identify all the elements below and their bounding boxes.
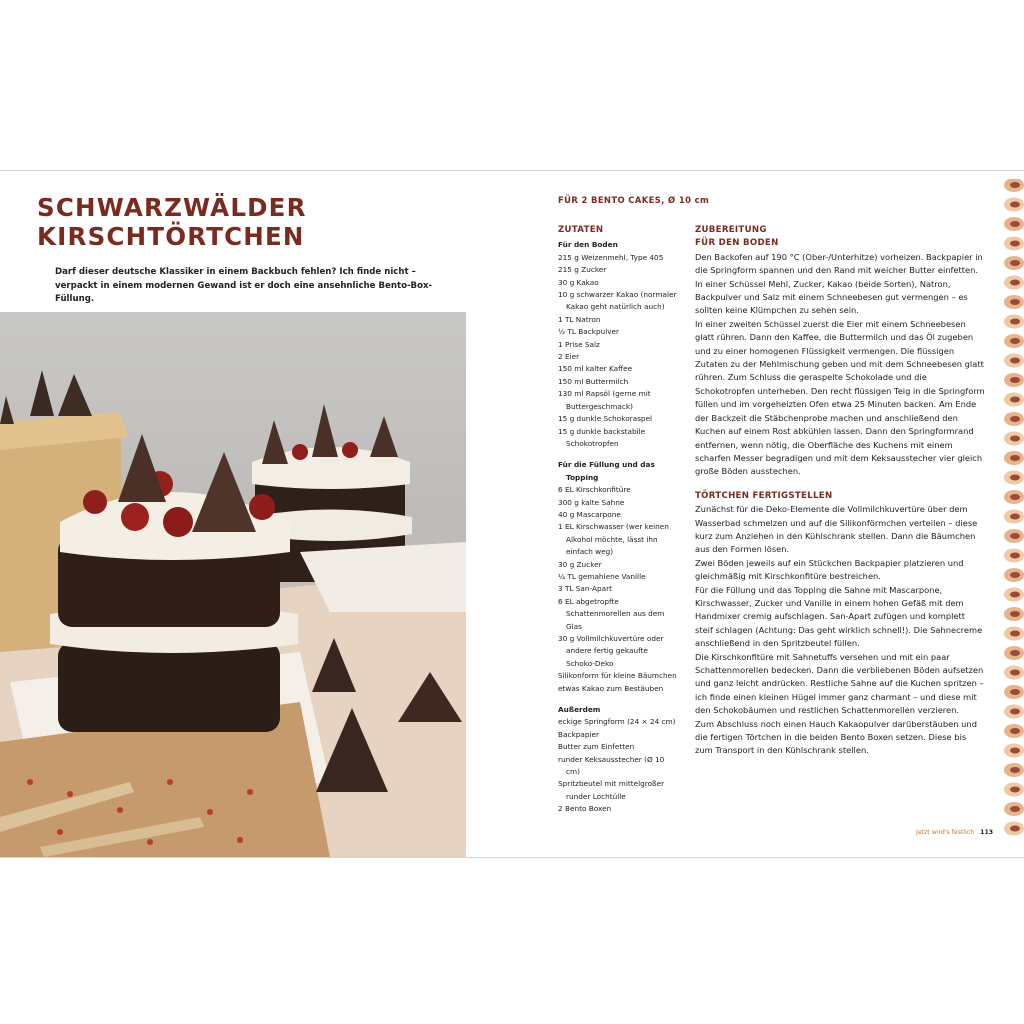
edge-tab-dot [1010,748,1020,754]
ingredient-item: etwas Kakao zum Bestäuben [558,683,664,693]
edge-tab-dot [1010,299,1020,305]
ingredient-item: Backpapier [558,729,599,739]
preparation-paragraph: Zunächst für die Deko-Elemente die Vollmilchkuvertüre über dem Wasserbad schmelzen und auf die Silikonförmchen verteilen – diese kurz zum Anziehen in den Kühlschrank stellen. Dann die Bäumchen aus den Formen lösen. [695,504,978,555]
page-number: 113 [980,829,994,836]
ingredient-item: Silikonform für kleine Bäumchen [558,671,677,681]
ingredients-column [558,224,678,816]
ingredient-item: 1 EL Kirschwasser (wer keinen Alkohol möchte, lässt ihn einfach weg) [558,522,669,557]
edge-tab-dot [1010,826,1020,832]
edge-tab-dot [1010,319,1020,325]
edge-tab-dot [1010,650,1020,656]
edge-tab-dot [1010,416,1020,422]
edge-tab-dot [1010,572,1020,578]
edge-tab-dot [1010,514,1020,520]
cake-photo [0,312,466,857]
page-edge-decoration [1000,179,1024,849]
ingredient-item: 40 g Mascarpone [558,509,621,519]
edge-tab-dot [1010,592,1020,598]
recipe-title [37,193,307,251]
edge-tab-dot [1010,455,1020,461]
ingredient-item: 30 g Kakao [558,277,599,287]
edge-tab-dot [1010,631,1020,637]
edge-tab-dot [1010,436,1020,442]
ingredient-item: 15 g dunkle Schokoraspel [558,414,653,424]
edge-tab-dot [1010,728,1020,734]
edge-tab-dot [1010,806,1020,812]
recipe-intro: Darf dieser deutsche Klassiker in einem Backbuch fehlen? Ich finde nicht – verpackt in einem modernen Gewand ist er doch eine ansehnliche Bento-Box-Füllung. [55,267,433,304]
edge-tab-dot [1010,338,1020,344]
ingredient-item: 130 ml Rapsöl (gerne mit Buttergeschmack) [558,389,651,411]
ingredient-group-title: Außerdem [558,705,601,715]
ingredient-item: 150 ml kalter Kaffee [558,364,633,374]
preparation-section-title: TÖRTCHEN FERTIGSTELLEN [695,490,833,501]
preparation-paragraph: Für die Füllung und das Topping die Sahne mit Mascarpone, Kirschwasser, Zucker und Vanille in einem hohen Gefäß mit dem Handmixer cremig aufschlagen. San-Apart zufügen und komplett steif schlagen (Achtung: Das geht wirklich schnell!). Die Sahnecreme anschließend in den Spritzbeutel füllen. [695,584,983,649]
edge-tab-dot [1010,397,1020,403]
edge-tab-dot [1010,377,1020,383]
ingredient-item: eckige Springform (24 × 24 cm) [558,717,676,727]
preparation-paragraph: Den Backofen auf 190 °C (Ober-/Unterhitze) vorheizen. Backpapier in die Springform spannen und den Rand mit weicher Butter einfetten. In einer Schüssel Mehl, Zucker, Kakao (beide Sorten), Natron, Backpulver und Salz mit einem Schneebesen gut vermengen – es sollten keine Klümpchen zu sehen sein. [695,251,983,316]
ingredient-item: Butter zum Einfetten [558,742,635,752]
ingredient-item: runder Keksausstecher (Ø 10 cm) [558,754,665,777]
edge-tab-dot [1010,475,1020,481]
cake-illustration [0,312,466,857]
ingredient-item: 30 g Vollmilchkuvertüre oder andere fertig gekaufte Schoko-Deko [558,634,664,668]
preparation-paragraph: Die Kirschkonfitüre mit Sahnetuffs versehen und mit ein paar Schattenmorellen bedecken. Dann die verbliebenen Böden aufsetzen und ganz leicht andrücken. Restliche Sahne auf die Kuchen spritzen – ich finde einen kleinen Hügel immer ganz charmant – und diese mit den Schokobäumen und restlichen Schattenmorellen verzieren. [695,651,984,716]
ingredient-item: 150 ml Buttermilch [558,376,629,386]
edge-tab-dot [1010,670,1020,676]
edge-tab-dot [1010,358,1020,364]
ingredient-item: 10 g schwarzer Kakao (normaler Kakao geht natürlich auch) [558,290,677,312]
preparation-paragraph: Zum Abschluss noch einen Hauch Kakaopulver darüberstäuben und die fertigen Törtchen in die beiden Bento Boxen setzen. Diese bis zum Transport in den Kühlschrank stellen. [695,718,977,756]
edge-tab-dot [1010,260,1020,266]
edge-tab-dot [1010,533,1020,539]
ingredient-item: 6 EL Kirschkonfitüre [558,485,631,495]
ingredient-item: ½ TL Backpulver [558,327,620,337]
edge-tab-dot [1010,202,1020,208]
ingredient-item: Spritzbeutel mit mittelgroßer runder Lochtülle [558,779,665,801]
edge-tab-dot [1010,787,1020,793]
ingredient-group-title: Für die Füllung und das Topping [558,460,655,482]
book-spread [0,170,1024,858]
ingredient-item: 2 Bento Boxen [558,804,612,814]
ingredient-item: 1 TL Natron [558,314,601,324]
edge-tab-dot [1010,494,1020,500]
preparation-paragraph: Zwei Böden jeweils auf ein Stückchen Backpapier platzieren und gleichmäßig mit Kirschkonfitüre bestreichen. [695,557,964,582]
ingredient-item: 1 Prise Salz [558,339,600,349]
edge-tab-dot [1010,767,1020,773]
edge-tab-dot [1010,709,1020,715]
servings-label: FÜR 2 BENTO CAKES, Ø 10 cm [558,195,710,205]
page-footer [916,829,993,836]
chapter-name: Jetzt wird's festlich [916,829,975,836]
ingredient-item: ¼ TL gemahlene Vanille [558,571,646,581]
preparation-column [695,224,985,758]
ingredient-item: 30 g Zucker [558,559,602,569]
edge-tab-dot [1010,689,1020,695]
edge-tab-dot [1010,221,1020,227]
ingredient-item: 6 EL abgetropfte Schattenmorellen aus dem Glas [558,596,665,631]
ingredient-group-title: Für den Boden [558,240,618,250]
ingredient-item: 300 g kalte Sahne [558,497,625,507]
title-line-1: SCHWARZWÄLDER [37,193,307,222]
ingredient-item: 2 Eier [558,352,580,362]
edge-tab-dot [1010,241,1020,247]
edge-tab-dot [1010,280,1020,286]
ingredient-item: 215 g Zucker [558,265,607,275]
ingredient-item: 15 g dunkle backstabile Schokotropfen [558,426,646,448]
preparation-paragraph: In einer zweiten Schüssel zuerst die Eier mit einem Schneebesen glatt rühren. Dann den Kaffee, die Buttermilch und das Öl zugeben und zu einer homogenen Flüssigkeit vermengen. Die flüssigen Zutaten zu der Mehlmischung geben und mit dem Schneebesen glatt rühren. Zum Schluss die geraspelte Schokolade und die Schokotropfen unterheben. Den recht flüssigen Teig in die Springform füllen und im vorgeheizten Ofen etwa 25 Minuten backen. Am Ende der Backzeit die Stäbchenprobe machen und anschließend den Kuchen auf einem Rost abkühlen lassen. Dann den Springformrand entfernen, wenn nötig, die Oberfläche des Kuchens mit einem scharfen Messer begradigen und mit dem Keksausstecher vier gleich große Böden ausstechen. [695,318,985,477]
ingredient-item: 3 TL San-Apart [558,584,612,594]
edge-tab-dot [1010,182,1020,188]
ingredients-heading: ZUTATEN [558,225,604,235]
edge-tab-dot [1010,553,1020,559]
preparation-section-title: FÜR DEN BODEN [695,238,779,249]
ingredient-item: 215 g Weizenmehl, Type 405 [558,252,664,262]
edge-tab-dot [1010,611,1020,617]
title-line-2: KIRSCHTÖRTCHEN [37,222,305,251]
preparation-heading: ZUBEREITUNG [695,225,767,235]
